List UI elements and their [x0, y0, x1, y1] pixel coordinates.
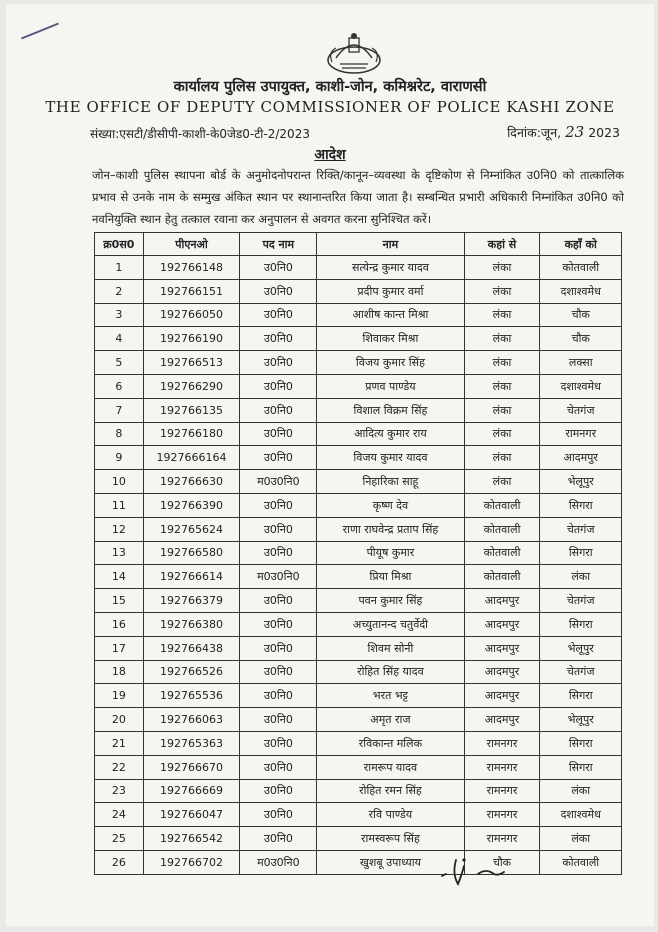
- table-row: [95, 803, 622, 827]
- to-cell: भेलूपुर: [540, 708, 622, 732]
- to-cell: चेतगंज: [540, 660, 622, 684]
- from-cell: लंका: [464, 303, 540, 327]
- table-row: [95, 279, 622, 303]
- header-from: कहां से: [464, 233, 540, 256]
- to-cell: लंका: [540, 565, 622, 589]
- rank-cell: उ0नि0: [240, 684, 317, 708]
- name-cell: भरत भट्ट: [317, 684, 464, 708]
- to-cell: सिगरा: [540, 493, 622, 517]
- pno-cell: 192766513: [143, 351, 240, 375]
- pno-cell: 192766438: [143, 636, 240, 660]
- name-cell: पीयूष कुमार: [317, 541, 464, 565]
- to-cell: दशाश्वमेध: [540, 374, 622, 398]
- name-cell: प्रिया मिश्रा: [317, 565, 464, 589]
- order-body-text: जोन–काशी पुलिस स्थापना बोर्ड के अनुमोदनोपरान्त रिक्ति/कानून–व्यवस्था के दृष्टिकोण से निम्नांकित उ0नि0 को तात्कालिक प्रभाव से उनके नाम के सम्मुख अंकित स्थान पर स्थानान्तरित किया जाता है। सम्बन्धित प्रभारी अधिकारी निम्नांकित उ0नि0 को नवनियुक्ति स्थान हेतु तत्काल रवाना कर अनुपालन से अवगत करना सुनिश्चित करें।: [92, 168, 624, 226]
- from-cell: कोतवाली: [464, 541, 540, 565]
- rank-cell: उ0नि0: [240, 589, 317, 613]
- pno-cell: 192766526: [143, 660, 240, 684]
- table-body: [95, 256, 622, 875]
- to-cell: चौक: [540, 327, 622, 351]
- pno-cell: 192766380: [143, 612, 240, 636]
- rank-cell: उ0नि0: [240, 636, 317, 660]
- serial-cell: 13: [95, 541, 144, 565]
- pno-cell: 192766379: [143, 589, 240, 613]
- from-cell: कोतवाली: [464, 565, 540, 589]
- pno-cell: 192766047: [143, 803, 240, 827]
- table-row: [95, 827, 622, 851]
- table-row: [95, 327, 622, 351]
- rank-cell: उ0नि0: [240, 803, 317, 827]
- rank-cell: उ0नि0: [240, 755, 317, 779]
- table-row: [95, 398, 622, 422]
- name-cell: कृष्ण देव: [317, 493, 464, 517]
- from-cell: लंका: [464, 279, 540, 303]
- to-cell: चेतगंज: [540, 517, 622, 541]
- serial-cell: 19: [95, 684, 144, 708]
- pno-cell: 192766702: [143, 850, 240, 874]
- from-cell: लंका: [464, 327, 540, 351]
- serial-cell: 1: [95, 256, 144, 280]
- serial-cell: 15: [95, 589, 144, 613]
- serial-cell: 8: [95, 422, 144, 446]
- from-cell: आदमपुर: [464, 636, 540, 660]
- from-cell: आदमपुर: [464, 612, 540, 636]
- serial-cell: 23: [95, 779, 144, 803]
- header-rank: पद नाम: [240, 233, 317, 256]
- name-cell: अच्युतानन्द चतुर्वेदी: [317, 612, 464, 636]
- rank-cell: उ0नि0: [240, 779, 317, 803]
- to-cell: दशाश्वमेध: [540, 279, 622, 303]
- to-cell: सिगरा: [540, 755, 622, 779]
- name-cell: शिवम सोनी: [317, 636, 464, 660]
- name-cell: विजय कुमार यादव: [317, 446, 464, 470]
- table-row: [95, 422, 622, 446]
- table-row: [95, 541, 622, 565]
- table-row: [95, 446, 622, 470]
- from-cell: लंका: [464, 374, 540, 398]
- serial-cell: 22: [95, 755, 144, 779]
- table-row: [95, 708, 622, 732]
- pno-cell: 192766148: [143, 256, 240, 280]
- rank-cell: उ0नि0: [240, 827, 317, 851]
- serial-cell: 9: [95, 446, 144, 470]
- header-serial: क्र0स0: [95, 233, 144, 256]
- rank-cell: म0उ0नि0: [240, 470, 317, 494]
- table-row: [95, 565, 622, 589]
- to-cell: चेतगंज: [540, 589, 622, 613]
- rank-cell: म0उ0नि0: [240, 565, 317, 589]
- to-cell: कोतवाली: [540, 256, 622, 280]
- pno-cell: 1927666164: [143, 446, 240, 470]
- rank-cell: उ0नि0: [240, 446, 317, 470]
- to-cell: रामनगर: [540, 422, 622, 446]
- to-cell: चौक: [540, 303, 622, 327]
- office-title-english: THE OFFICE OF DEPUTY COMMISSIONER OF POLICE KASHI ZONE: [45, 98, 615, 116]
- rank-cell: म0उ0नि0: [240, 850, 317, 874]
- table-row: [95, 517, 622, 541]
- name-cell: आदित्य कुमार राय: [317, 422, 464, 446]
- to-cell: कोतवाली: [540, 850, 622, 874]
- from-cell: लंका: [464, 446, 540, 470]
- to-cell: सिगरा: [540, 612, 622, 636]
- pno-cell: 192766180: [143, 422, 240, 446]
- from-cell: आदमपुर: [464, 660, 540, 684]
- serial-cell: 11: [95, 493, 144, 517]
- name-cell: रविकान्त मलिक: [317, 731, 464, 755]
- from-cell: रामनगर: [464, 731, 540, 755]
- date-day: 23: [565, 123, 585, 141]
- name-cell: पवन कुमार सिंह: [317, 589, 464, 613]
- rank-cell: उ0नि0: [240, 303, 317, 327]
- pno-cell: 192766151: [143, 279, 240, 303]
- table-row: [95, 779, 622, 803]
- signature-mark: [434, 854, 544, 890]
- name-cell: रवि पाण्डेय: [317, 803, 464, 827]
- name-cell: रामस्वरूप सिंह: [317, 827, 464, 851]
- from-cell: लंका: [464, 422, 540, 446]
- name-cell: राणा राघवेन्द्र प्रताप सिंह: [317, 517, 464, 541]
- serial-cell: 26: [95, 850, 144, 874]
- rank-cell: उ0नि0: [240, 708, 317, 732]
- serial-cell: 18: [95, 660, 144, 684]
- pno-cell: 192766135: [143, 398, 240, 422]
- from-cell: रामनगर: [464, 755, 540, 779]
- rank-cell: उ0नि0: [240, 351, 317, 375]
- serial-cell: 20: [95, 708, 144, 732]
- pno-cell: 192766542: [143, 827, 240, 851]
- rank-cell: उ0नि0: [240, 422, 317, 446]
- date-label: दिनांक:जून,: [507, 125, 562, 140]
- from-cell: लंका: [464, 351, 540, 375]
- table-row: [95, 351, 622, 375]
- from-cell: कोतवाली: [464, 517, 540, 541]
- table-row: [95, 493, 622, 517]
- pno-cell: 192765363: [143, 731, 240, 755]
- rank-cell: उ0नि0: [240, 541, 317, 565]
- from-cell: आदमपुर: [464, 589, 540, 613]
- name-cell: शिवाकर मिश्रा: [317, 327, 464, 351]
- pno-cell: 192765624: [143, 517, 240, 541]
- name-cell: आशीष कान्त मिश्रा: [317, 303, 464, 327]
- serial-cell: 5: [95, 351, 144, 375]
- table-row: [95, 470, 622, 494]
- pno-cell: 192766580: [143, 541, 240, 565]
- document-page: [6, 4, 654, 926]
- police-emblem-icon: [322, 28, 386, 76]
- serial-cell: 12: [95, 517, 144, 541]
- table-row: [95, 303, 622, 327]
- from-cell: कोतवाली: [464, 493, 540, 517]
- to-cell: सिगरा: [540, 684, 622, 708]
- serial-cell: 21: [95, 731, 144, 755]
- header-to: कहाँ को: [540, 233, 622, 256]
- serial-cell: 3: [95, 303, 144, 327]
- from-cell: लंका: [464, 470, 540, 494]
- serial-cell: 25: [95, 827, 144, 851]
- to-cell: सिगरा: [540, 731, 622, 755]
- name-cell: रोहित रमन सिंह: [317, 779, 464, 803]
- serial-cell: 4: [95, 327, 144, 351]
- name-cell: रामरूप यादव: [317, 755, 464, 779]
- serial-cell: 16: [95, 612, 144, 636]
- table-row: [95, 731, 622, 755]
- to-cell: भेलूपुर: [540, 470, 622, 494]
- serial-cell: 6: [95, 374, 144, 398]
- order-date: [507, 123, 620, 141]
- name-cell: सत्येन्द्र कुमार यादव: [317, 256, 464, 280]
- name-cell: रोहित सिंह यादव: [317, 660, 464, 684]
- pno-cell: 192766390: [143, 493, 240, 517]
- to-cell: आदमपुर: [540, 446, 622, 470]
- table-row: [95, 374, 622, 398]
- rank-cell: उ0नि0: [240, 493, 317, 517]
- from-cell: आदमपुर: [464, 684, 540, 708]
- from-cell: रामनगर: [464, 779, 540, 803]
- table-row: [95, 256, 622, 280]
- from-cell: चौक: [464, 850, 540, 874]
- rank-cell: उ0नि0: [240, 256, 317, 280]
- name-cell: विजय कुमार सिंह: [317, 351, 464, 375]
- pno-cell: 192766614: [143, 565, 240, 589]
- serial-cell: 14: [95, 565, 144, 589]
- pno-cell: 192766670: [143, 755, 240, 779]
- from-cell: रामनगर: [464, 827, 540, 851]
- pen-stroke-mark: [21, 23, 59, 40]
- to-cell: लंका: [540, 827, 622, 851]
- to-cell: भेलूपुर: [540, 636, 622, 660]
- rank-cell: उ0नि0: [240, 731, 317, 755]
- serial-cell: 17: [95, 636, 144, 660]
- rank-cell: उ0नि0: [240, 327, 317, 351]
- header-name: नाम: [317, 233, 464, 256]
- serial-cell: 10: [95, 470, 144, 494]
- header-pno: पीएनओ: [143, 233, 240, 256]
- table-row: [95, 612, 622, 636]
- rank-cell: उ0नि0: [240, 660, 317, 684]
- rank-cell: उ0नि0: [240, 374, 317, 398]
- name-cell: निहारिका साहू: [317, 470, 464, 494]
- pno-cell: 192766190: [143, 327, 240, 351]
- serial-cell: 2: [95, 279, 144, 303]
- to-cell: सिगरा: [540, 541, 622, 565]
- name-cell: खुशबू उपाध्याय: [317, 850, 464, 874]
- date-year: 2023: [588, 125, 620, 140]
- table-row: [95, 684, 622, 708]
- rank-cell: उ0नि0: [240, 612, 317, 636]
- from-cell: रामनगर: [464, 803, 540, 827]
- transfer-table: [94, 232, 622, 875]
- pno-cell: 192766063: [143, 708, 240, 732]
- from-cell: लंका: [464, 256, 540, 280]
- table-row: [95, 660, 622, 684]
- pno-cell: 192766669: [143, 779, 240, 803]
- to-cell: लक्सा: [540, 351, 622, 375]
- serial-cell: 7: [95, 398, 144, 422]
- reference-number: संख्या:एसटी/डीसीपी-काशी-के0जेड0-टी-2/2023: [90, 127, 310, 141]
- name-cell: अमृत राज: [317, 708, 464, 732]
- pno-cell: 192766290: [143, 374, 240, 398]
- table-row: [95, 755, 622, 779]
- from-cell: आदमपुर: [464, 708, 540, 732]
- name-cell: विशाल विक्रम सिंह: [317, 398, 464, 422]
- table-row: [95, 636, 622, 660]
- to-cell: लंका: [540, 779, 622, 803]
- pno-cell: 192766630: [143, 470, 240, 494]
- table-row: [95, 589, 622, 613]
- to-cell: दशाश्वमेध: [540, 803, 622, 827]
- pno-cell: 192766050: [143, 303, 240, 327]
- from-cell: लंका: [464, 398, 540, 422]
- pno-cell: 192765536: [143, 684, 240, 708]
- serial-cell: 24: [95, 803, 144, 827]
- rank-cell: उ0नि0: [240, 398, 317, 422]
- order-heading: आदेश: [314, 147, 346, 163]
- name-cell: प्रदीप कुमार वर्मा: [317, 279, 464, 303]
- to-cell: चेतगंज: [540, 398, 622, 422]
- rank-cell: उ0नि0: [240, 517, 317, 541]
- table-header-row: [95, 233, 622, 256]
- name-cell: प्रणव पाण्डेय: [317, 374, 464, 398]
- rank-cell: उ0नि0: [240, 279, 317, 303]
- office-title-hindi: कार्यालय पुलिस उपायुक्त, काशी-जोन, कमिश्नरेट, वाराणसी: [173, 79, 487, 95]
